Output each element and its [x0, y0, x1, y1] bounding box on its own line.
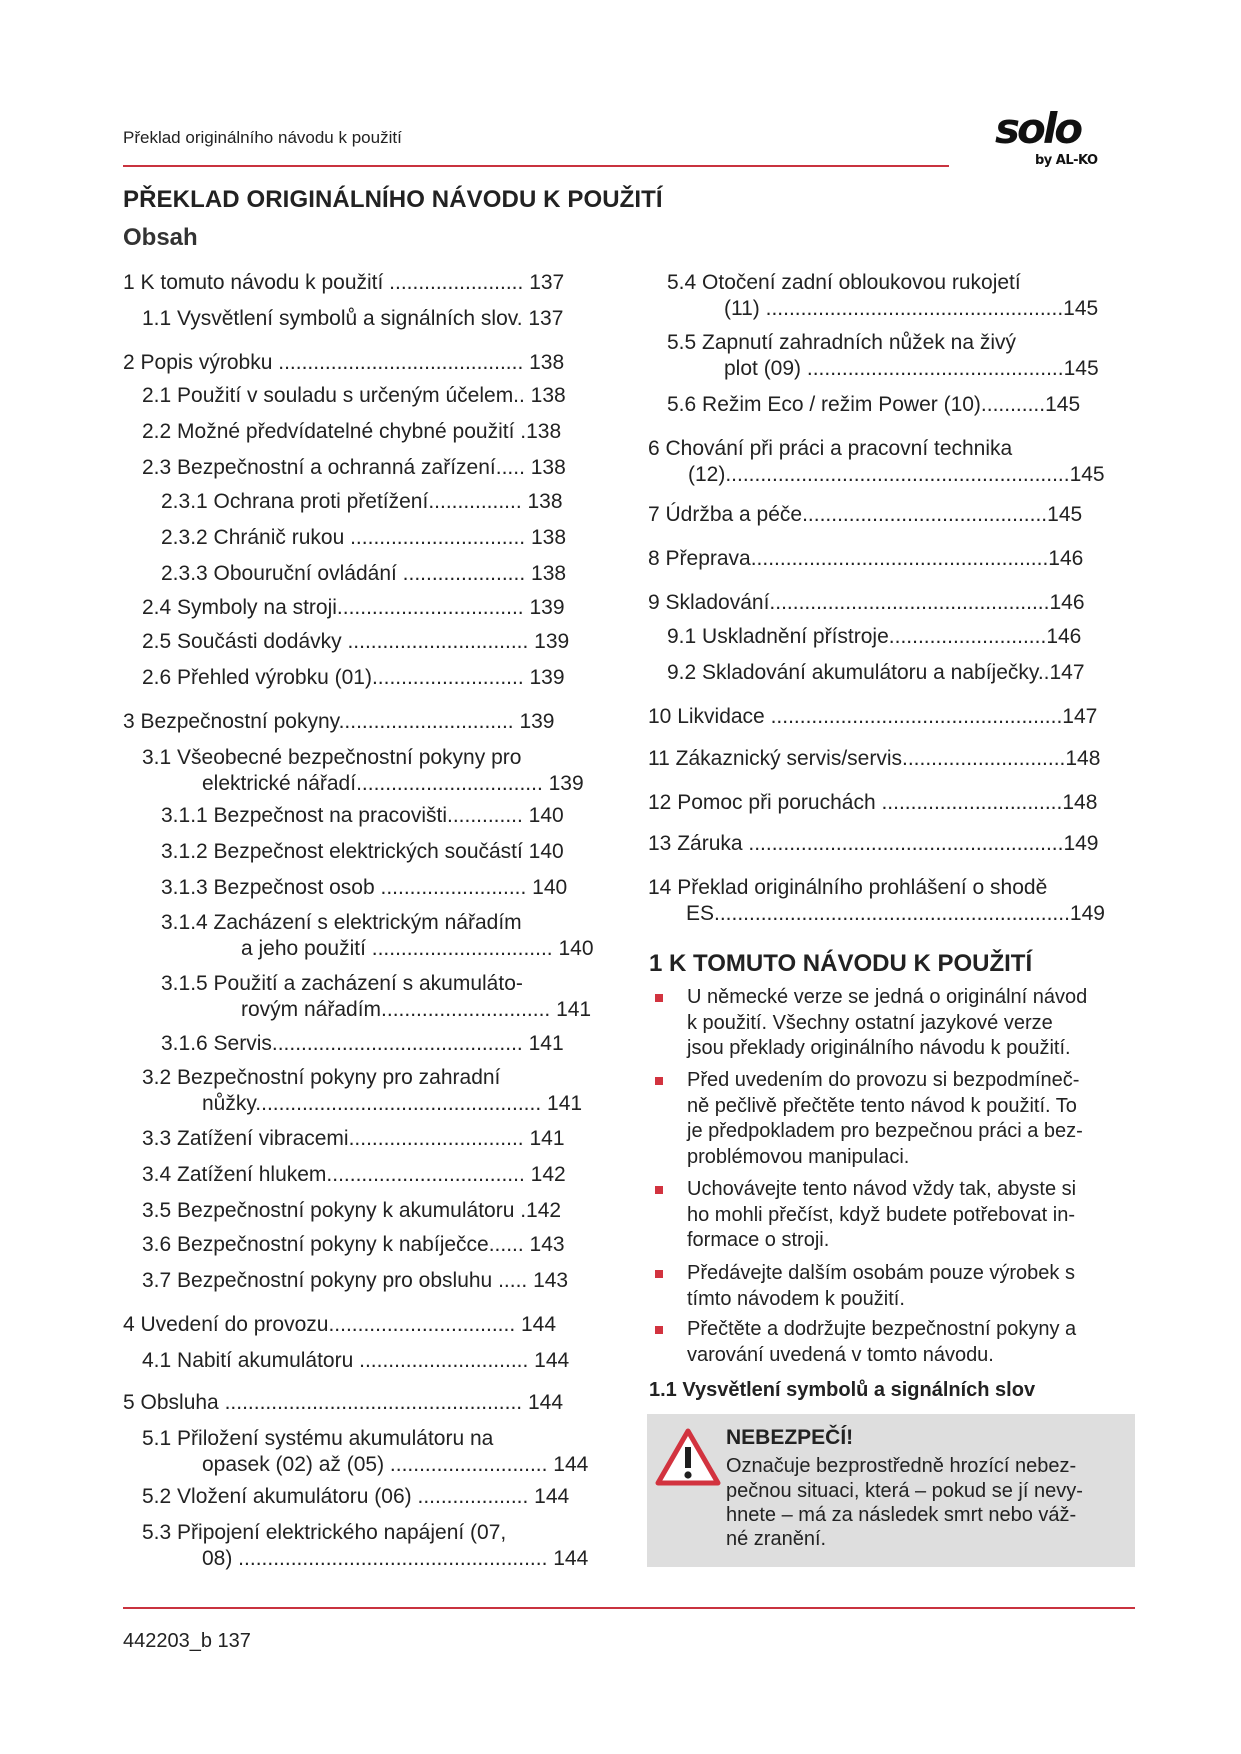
- bullet-line: jsou překlady originálního návodu k použití.: [687, 1037, 1071, 1059]
- toc-entry[interactable]: 2.6 Přehled výrobku (01).......................... 139: [142, 666, 565, 689]
- danger-text-line: né zranění.: [726, 1528, 827, 1550]
- header-doc-title: Překlad originálního návodu k použití: [123, 128, 402, 147]
- bullet-item: [655, 1177, 1135, 1255]
- bullet-square-icon: [655, 1077, 663, 1085]
- toc-line: nůžky................................................. 141: [202, 1092, 583, 1115]
- danger-title: NEBEZPEČÍ!: [726, 1426, 854, 1449]
- toc-line: ES.............................................................149: [686, 902, 1105, 925]
- toc-entry[interactable]: 2 Popis výrobku .......................................... 138: [123, 351, 565, 374]
- toc-entry[interactable]: 4 Uvedení do provozu................................ 144: [123, 1313, 557, 1336]
- toc-entry[interactable]: 2.1 Použití v souladu s určeným účelem.. 138: [142, 384, 566, 407]
- danger-text-line: hnete – má za následek smrt nebo váž-: [726, 1504, 1077, 1526]
- toc-entry[interactable]: 2.3.2 Chránič rukou .............................. 138: [161, 526, 567, 549]
- toc-entry[interactable]: 3.4 Zatížení hlukem.................................. 142: [142, 1163, 566, 1186]
- toc-entry[interactable]: 2.3.3 Obouruční ovládání ..................... 138: [161, 562, 567, 585]
- logo-sub: by AL-KO: [1035, 153, 1098, 168]
- bullet-square-icon: [655, 1186, 663, 1194]
- toc-line: 5.4 Otočení zadní obloukovou rukojetí: [667, 271, 1021, 294]
- bullet-item: [655, 1317, 1135, 1369]
- bullet-line: formace o stroji.: [687, 1229, 830, 1251]
- toc-entry[interactable]: 13 Záruka ......................................................149: [648, 832, 1099, 855]
- toc-entry[interactable]: 8 Přeprava...................................................146: [648, 547, 1084, 570]
- toc-entry[interactable]: 2.5 Součásti dodávky ............................... 139: [142, 630, 570, 653]
- toc-line: 3.2 Bezpečnostní pokyny pro zahradní: [142, 1066, 501, 1089]
- bullet-line: Přečtěte a dodržujte bezpečnostní pokyny a: [687, 1318, 1077, 1340]
- toc-entry[interactable]: 3.6 Bezpečnostní pokyny k nabíječce...... 143: [142, 1233, 565, 1256]
- toc-entry[interactable]: 3.1.2 Bezpečnost elektrických součástí 140: [161, 840, 564, 863]
- subsection-title: 1.1 Vysvětlení symbolů a signálních slov: [649, 1379, 1036, 1401]
- toc-entry[interactable]: [142, 745, 584, 797]
- danger-text-line: pečnou situaci, která – pokud se jí nevy-: [726, 1480, 1083, 1502]
- danger-notice: [647, 1414, 1135, 1567]
- toc-entry[interactable]: 3.3 Zatížení vibracemi.............................. 141: [142, 1127, 565, 1150]
- toc-entry[interactable]: 4.1 Nabití akumulátoru ............................. 144: [142, 1349, 570, 1372]
- toc-entry[interactable]: 9 Skladování................................................146: [648, 591, 1085, 614]
- toc-entry[interactable]: 10 Likvidace ..................................................147: [648, 705, 1098, 728]
- toc-entry[interactable]: [648, 875, 1105, 927]
- toc-line: 08) ..................................................... 144: [202, 1547, 589, 1570]
- header-rule: [123, 165, 949, 167]
- toc-entry[interactable]: 3.1.3 Bezpečnost osob ......................... 140: [161, 876, 568, 899]
- toc-entry[interactable]: 1.1 Vysvětlení symbolů a signálních slov. 137: [142, 307, 564, 330]
- toc-entry[interactable]: 3 Bezpečnostní pokyny.............................. 139: [123, 710, 555, 733]
- toc-entry[interactable]: 9.1 Uskladnění přístroje...........................146: [667, 625, 1082, 648]
- toc-line: plot (09) ............................................145: [724, 357, 1099, 380]
- toc-entry[interactable]: [667, 270, 1098, 322]
- bullet-item: [655, 1261, 1135, 1313]
- toc-entry[interactable]: 5 Obsluha ................................................... 144: [123, 1391, 563, 1414]
- toc-entry[interactable]: 5.2 Vložení akumulátoru (06) ................... 144: [142, 1485, 570, 1508]
- toc-entry[interactable]: 2.3 Bezpečnostní a ochranná zařízení..... 138: [142, 456, 566, 479]
- toc-entry[interactable]: 5.6 Režim Eco / režim Power (10)...........145: [667, 393, 1081, 416]
- bullet-line: ně pečlivě přečtěte tento návod k použití. To: [687, 1094, 1077, 1117]
- toc-entry[interactable]: 3.5 Bezpečnostní pokyny k akumulátoru .142: [142, 1199, 562, 1222]
- toc-line: 5.3 Připojení elektrického napájení (07,: [142, 1521, 507, 1544]
- toc-line: (12)...........................................................145: [688, 463, 1105, 486]
- bullet-item: [655, 1068, 1135, 1172]
- toc-entry[interactable]: [142, 1426, 588, 1478]
- toc-line: 14 Překlad originálního prohlášení o shodě: [648, 876, 1048, 899]
- bullet-line: Uchovávejte tento návod vždy tak, abyste si: [687, 1178, 1077, 1200]
- bullet-line: problémovou manipulaci.: [687, 1145, 910, 1168]
- toc-line: rovým nářadím............................. 141: [241, 998, 592, 1021]
- solo-logo: [995, 104, 1107, 178]
- toc-entry[interactable]: [161, 910, 594, 962]
- bullet-line: varování uvedená v tomto návodu.: [687, 1343, 994, 1366]
- danger-text-line: Označuje bezprostředně hrozící nebez-: [726, 1455, 1077, 1477]
- section-title: 1 K TOMUTO NÁVODU K POUŽITÍ: [649, 950, 1033, 977]
- bullet-line: ho mohli přečíst, když budete potřebovat in-: [687, 1203, 1075, 1226]
- toc-line: 5.1 Přiložení systému akumulátoru na: [142, 1427, 494, 1450]
- toc-line: opasek (02) až (05) ........................... 144: [202, 1453, 589, 1476]
- toc-heading: Obsah: [123, 224, 198, 251]
- footer-page-label: 442203_b 137: [123, 1630, 251, 1652]
- toc-entry[interactable]: [648, 436, 1105, 488]
- toc-entry[interactable]: 7 Údržba a péče..........................................145: [648, 503, 1083, 526]
- toc-entry[interactable]: 12 Pomoc při poruchách ...............................148: [648, 791, 1098, 814]
- bullet-line: Před uvedením do provozu si bezpodmíneč-: [687, 1069, 1080, 1091]
- toc-line: 5.5 Zapnutí zahradních nůžek na živý: [667, 331, 1017, 354]
- bullet-line: k použití. Všechny ostatní jazykové verze: [687, 1011, 1053, 1034]
- toc-line: 3.1.5 Použití a zacházení s akumuláto-: [161, 972, 523, 995]
- toc-entry[interactable]: 3.1.1 Bezpečnost na pracovišti............. 140: [161, 804, 564, 827]
- bullet-line: Předávejte dalším osobám pouze výrobek s: [687, 1262, 1075, 1284]
- bullet-item: [655, 985, 1135, 1063]
- toc-entry[interactable]: 3.1.6 Servis........................................... 141: [161, 1032, 564, 1055]
- toc-line: 3.1.4 Zacházení s elektrickým nářadím: [161, 911, 522, 934]
- toc-entry[interactable]: [161, 971, 591, 1023]
- toc-entry[interactable]: 2.2 Možné předvídatelné chybné použití .138: [142, 420, 562, 443]
- bullet-square-icon: [655, 1270, 663, 1278]
- logo-brand: solo: [995, 104, 1081, 153]
- toc-line: 3.1 Všeobecné bezpečnostní pokyny pro: [142, 746, 522, 769]
- toc-entry[interactable]: 9.2 Skladování akumulátoru a nabíječky..147: [667, 661, 1085, 684]
- bullet-line: je předpokladem pro bezpečnou práci a bez-: [687, 1120, 1083, 1142]
- warning-triangle-icon: [655, 1428, 721, 1486]
- toc-entry[interactable]: 11 Zákaznický servis/servis............................148: [648, 747, 1101, 770]
- toc-entry[interactable]: [142, 1520, 588, 1572]
- bullet-line: tímto návodem k použití.: [687, 1287, 905, 1310]
- toc-entry[interactable]: 2.3.1 Ochrana proti přetížení................ 138: [161, 490, 563, 513]
- toc-line: a jeho použití ............................... 140: [241, 937, 594, 960]
- bullet-line: U německé verze se jedná o originální návod: [687, 986, 1088, 1008]
- toc-entry[interactable]: 2.4 Symboly na stroji................................ 139: [142, 596, 565, 619]
- toc-entry[interactable]: 1 K tomuto návodu k použití ....................... 137: [123, 271, 565, 294]
- toc-line: elektrické nářadí................................ 139: [202, 772, 584, 795]
- main-title: PŘEKLAD ORIGINÁLNÍHO NÁVODU K POUŽITÍ: [123, 186, 663, 213]
- toc-entry[interactable]: [667, 330, 1099, 382]
- toc-line: 6 Chování při práci a pracovní technika: [648, 437, 1013, 460]
- bullet-square-icon: [655, 994, 663, 1002]
- bullet-square-icon: [655, 1326, 663, 1334]
- footer-rule: [123, 1607, 1135, 1609]
- toc-entry[interactable]: [142, 1065, 582, 1117]
- toc-line: (11) ...................................................145: [724, 297, 1099, 320]
- toc-entry[interactable]: 3.7 Bezpečnostní pokyny pro obsluhu ..... 143: [142, 1269, 569, 1292]
